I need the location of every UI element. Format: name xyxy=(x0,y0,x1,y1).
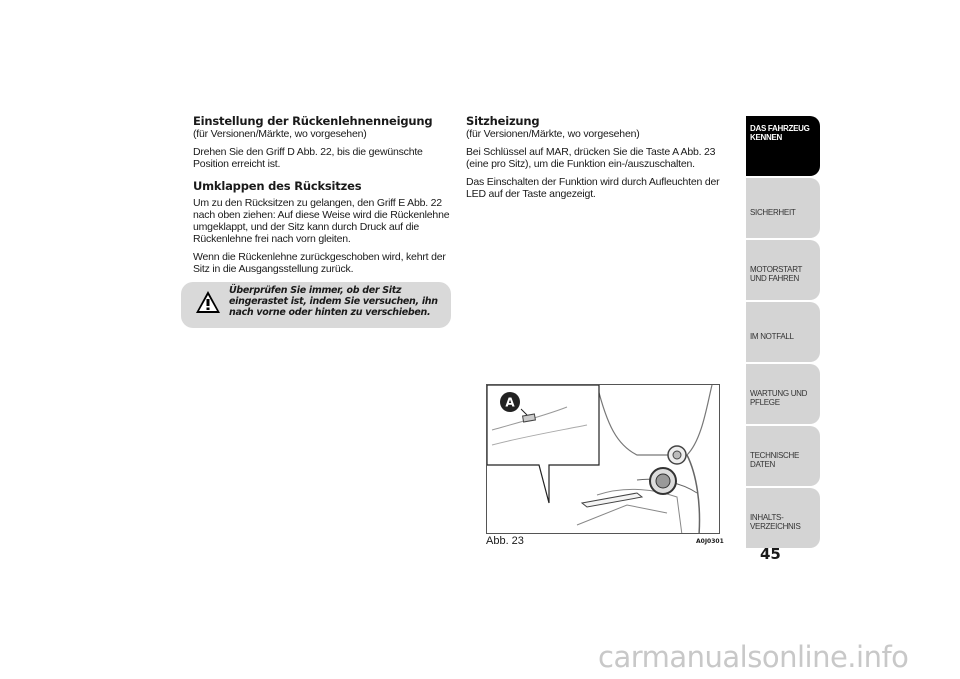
warning-triangle-icon xyxy=(195,290,221,314)
paragraph-seat-heating-2: Das Einschalten der Funktion wird durch Aufleuchten der LED auf der Taste angezeigt. xyxy=(466,176,720,200)
seat-illustration-drawing xyxy=(487,385,720,534)
section-heading-backrest: Einstellung der Rückenlehnenneigung xyxy=(193,114,433,128)
left-column xyxy=(193,115,453,281)
tab-das-fahrzeug-kennen[interactable]: DAS FAHRZEUG KENNEN xyxy=(746,116,820,176)
figure-callout-a: A xyxy=(505,395,515,410)
paragraph-backrest: Drehen Sie den Griff D Abb. 22, bis die gewünschte Position erreicht ist. xyxy=(193,146,423,170)
tab-wartung-und-pflege[interactable]: WARTUNG UND PFLEGE xyxy=(746,364,820,424)
tab-sicherheit[interactable]: SICHERHEIT xyxy=(746,178,820,238)
watermark: carmanualsonline.info xyxy=(598,640,909,674)
tab-technische-daten[interactable]: TECHNISCHE DATEN xyxy=(746,426,820,486)
paragraph-rear-seat-2: Wenn die Rückenlehne zurückgeschoben wird, kehrt der Sitz in die Ausgangsstellung zurück. xyxy=(193,251,446,275)
figure-code: A0J0301 xyxy=(696,538,724,545)
paragraph-rear-seat-1: Um zu den Rücksitzen zu gelangen, den Griff E Abb. 22 nach oben ziehen: Auf diese Weise wird die Rückenlehne umgeklappt, und der Sitz kann durch Druck auf die Rückenlehne frei nach vorn gleiten. xyxy=(193,197,450,245)
tab-im-notfall[interactable]: IM NOTFALL xyxy=(746,302,820,362)
section-heading-rear-seat: Umklappen des Rücksitzes xyxy=(193,179,362,193)
paragraph-seat-heating-1: Bei Schlüssel auf MAR, drücken Sie die Taste A Abb. 23 (eine pro Sitz), um die Funktion ein-/auszuschalten. xyxy=(466,146,716,170)
tab-inhaltsverzeichnis[interactable]: INHALTS-VERZEICHNIS xyxy=(746,488,820,548)
section-subtitle-seat-heating: (für Versionen/Märkte, wo vorgesehen) xyxy=(466,128,640,140)
seat-heating-illustration xyxy=(486,384,720,534)
figure-caption: Abb. 23 xyxy=(486,535,524,547)
section-heading-seat-heating: Sitzheizung xyxy=(466,114,540,128)
section-subtitle-backrest: (für Versionen/Märkte, wo vorgesehen) xyxy=(193,128,367,140)
right-column xyxy=(466,115,728,206)
warning-box xyxy=(181,282,451,328)
warning-text: Überprüfen Sie immer, ob der Sitz eingerastet ist, indem Sie versuchen, ihn nach vorne oder hinten zu verschieben. xyxy=(229,285,438,318)
page-number: 45 xyxy=(760,545,781,563)
tab-motorstart-und-fahren[interactable]: MOTORSTART UND FAHREN xyxy=(746,240,820,300)
chapter-tabs xyxy=(746,116,820,550)
